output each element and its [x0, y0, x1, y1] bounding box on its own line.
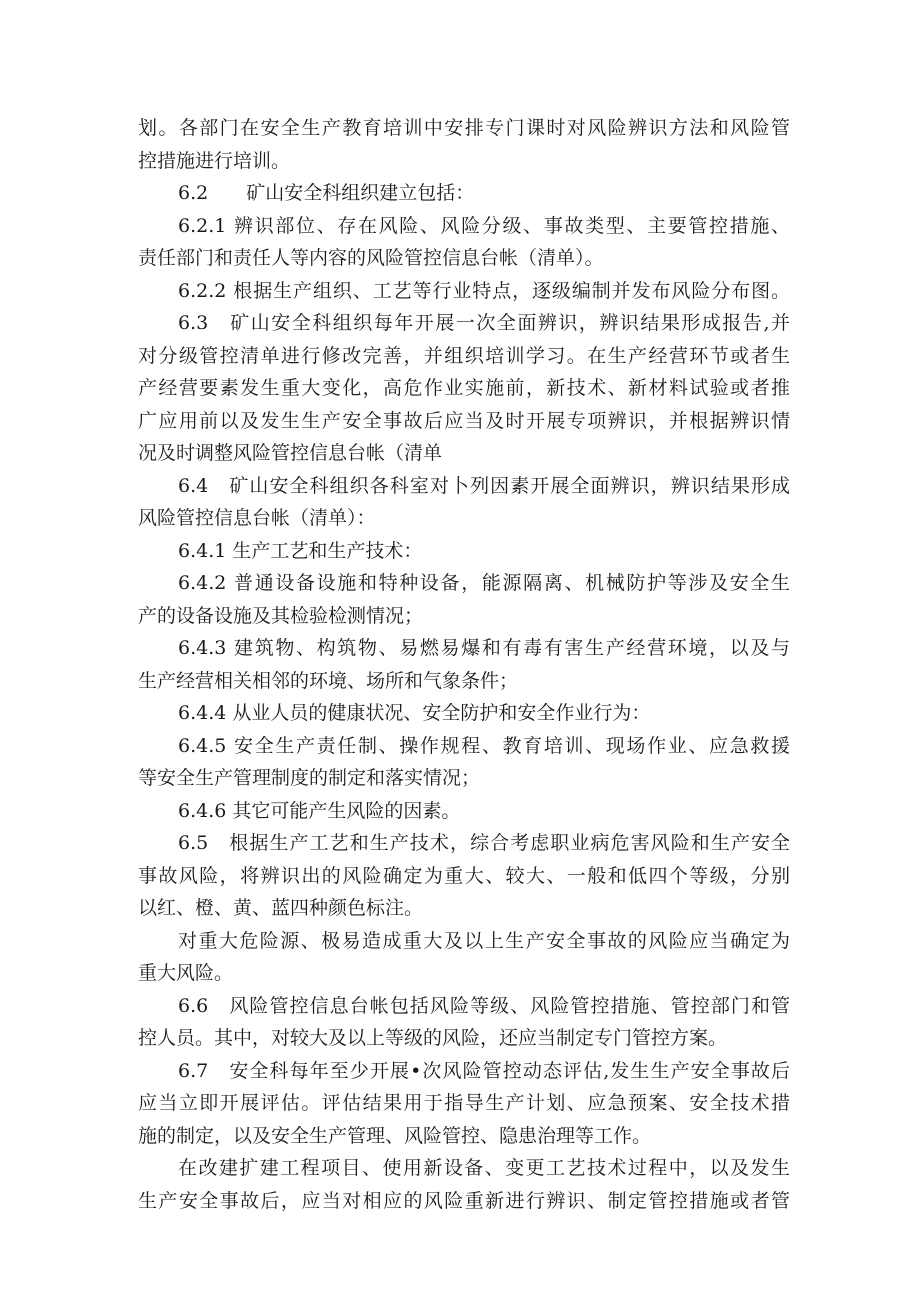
text-line: 6.5 根据生产工艺和生产技术，综合考虑职业病危害风险和生产安全 [178, 832, 790, 854]
text-line: 广应用前以及发生生产安全事故后应当及时开展专项辨识，并根据辨识情 [138, 409, 790, 432]
text-line: 风险管控信息台帐（清单）： [138, 507, 376, 529]
text-line: 6.4.3 建筑物、构筑物、易燃易爆和有毒有害生产经营环境，以及与 [178, 637, 790, 659]
text-line: 控措施进行培训。 [138, 149, 291, 172]
text-line: 6.2.2 根据生产组织、工艺等行业特点，逐级编制并发布风险分布图。 [178, 279, 790, 302]
text-line: 6.3 矿山安全科组织每年开展一次全面辨识，辨识结果形成报告,并 [178, 312, 790, 334]
text-line: 6.4.2 普通设备设施和特种设备，能源隔离、机械防护等涉及安全生 [178, 572, 790, 594]
text-line: 生产安全事故后，应当对相应的风险重新进行辨识、制定管控措施或者管 [138, 1189, 790, 1212]
text-line: 在改建扩建工程项目、使用新设备、变更工艺技术过程中，以及发生 [178, 1157, 790, 1179]
text-line: 划。各部门在安全生产教育培训中安排专门课时对风险辨识方法和风险管 [138, 117, 790, 139]
text-line: 6.4.5 安全生产责任制、操作规程、教育培训、现场作业、应急救援 [178, 734, 790, 757]
text-line: 对重大危险源、极易造成重大及以上生产安全事故的风险应当确定为 [178, 929, 790, 952]
text-line: 重大风险。 [138, 962, 234, 984]
text-line: 以红、橙、黄、蓝四种颜色标注。 [138, 897, 424, 919]
text-line: 施的制定，以及安全生产管理、风险管控、隐患治理等工作。 [138, 1124, 652, 1147]
text-line: 6.4 矿山安全科组织各科室对卜列因素开展全面辨识，辨识结果形成 [178, 474, 790, 497]
text-line: 责任部门和责任人等内容的风险管控信息台帐（清单）。 [138, 247, 604, 269]
text-line: 事故风险，将辨识出的风险确定为重大、较大、一般和低四个等级，分别 [138, 864, 790, 887]
text-line: 6.4.6 其它可能产生风险的因素。 [178, 799, 461, 822]
document-body [138, 112, 790, 1217]
text-line: 6.2.1 辨识部位、存在风险、风险分级、事故类型、主要管控措施、 [178, 214, 790, 237]
text-line: 等安全生产管理制度的制定和落实情况； [138, 767, 481, 789]
text-line: 6.2 矿山安全科组织建立包括： [178, 182, 475, 204]
text-line: 产的设备设施及其检验检测情况； [138, 604, 424, 627]
text-line: 6.4.1 生产工艺和生产技术： [178, 539, 423, 562]
text-line: 应当立即开展评估。评估结果用于指导生产计划、应急预案、安全技术措 [138, 1092, 790, 1114]
text-line: 控人员。其中，对较大及以上等级的风险，还应当制定专门管控方案。 [138, 1027, 728, 1049]
text-line: 产经营要素发生重大变化，高危作业实施前，新技术、新材料试验或者推 [138, 377, 790, 399]
text-line: 况及时调整风险管控信息台帐（清单 [138, 442, 443, 464]
text-line: 6.4.4 从业人员的健康状况、安全防护和安全作业行为： [178, 702, 651, 724]
text-line: 生产经营相关相邻的环境、场所和气象条件； [138, 669, 519, 692]
text-line: 对分级管控清单进行修改完善，并组织培训学习。在生产经营环节或者生 [138, 344, 790, 367]
text-line: 6.6 风险管控信息台帐包括风险等级、风险管控措施、管控部门和管 [178, 994, 790, 1017]
text-line: 6.7 安全科每年至少开展•次风险管控动态评估,发生生产安全事故后 [178, 1059, 790, 1082]
